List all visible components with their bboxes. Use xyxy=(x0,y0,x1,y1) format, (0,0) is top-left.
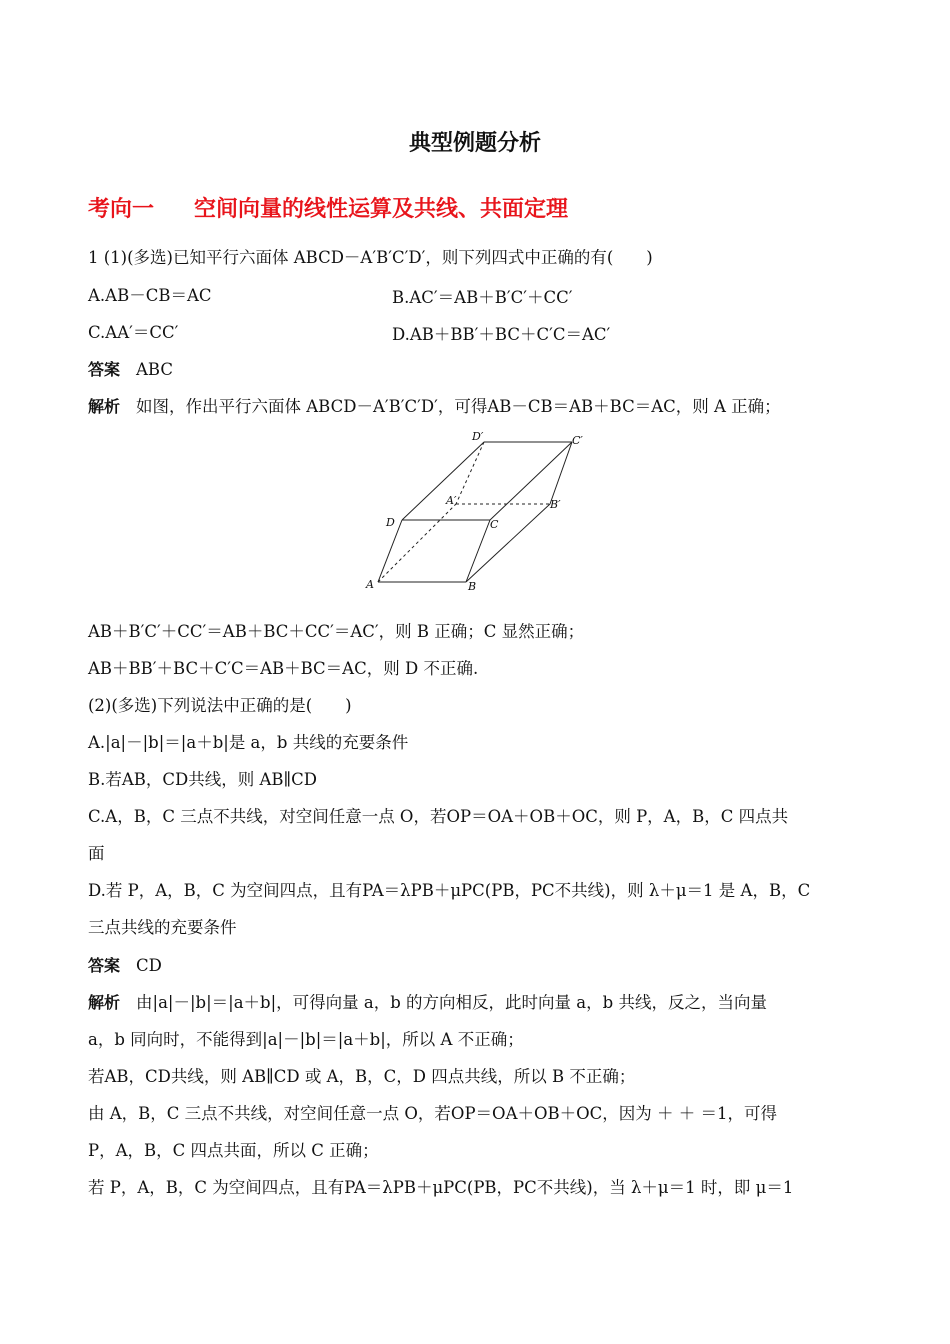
q1-option-b: B.AC′＝AB＋B′C′＋CC′ xyxy=(392,288,573,307)
vertex-c: C xyxy=(490,518,499,531)
answer-label: 答案 xyxy=(88,360,121,379)
q2-option-a: A.|a|－|b|＝|a＋b|是 a，b 共线的充要条件 xyxy=(88,733,409,752)
vertex-c1: C′ xyxy=(572,434,583,447)
q2-analysis-4: 由 A，B，C 三点不共线，对空间任意一点 O，若OP＝OA＋OB＋OC，因为 ＋ ＋ ＝1，可得 xyxy=(88,1104,778,1123)
q1-stem: 1 (1)(多选)已知平行六面体 ABCD－A′B′C′D′，则下列四式中正确的有( ) xyxy=(88,248,653,267)
q1-answer: ABC xyxy=(136,360,173,379)
parallelepiped-figure xyxy=(360,428,600,596)
edge-d1a1 xyxy=(456,442,484,504)
q2-analysis-3: 若AB，CD共线，则 AB∥CD 或 A，B，C，D 四点共线，所以 B 不正确； xyxy=(88,1067,636,1086)
q1-analysis-1: 如图，作出平行六面体 ABCD－A′B′C′D′，可得AB－CB＝AB＋BC＝AC，则 A 正确； xyxy=(136,397,781,416)
q2-analysis-1: 由|a|－|b|＝|a＋b|，可得向量 a，b 的方向相反，此时向量 a，b 共线，反之，当向量 xyxy=(136,993,767,1012)
q2-option-d-line1: D.若 P，A，B，C 为空间四点，且有PA＝λPB＋μPC(PB，PC不共线)，则 λ＋μ＝1 是 A，B，C xyxy=(88,881,811,900)
q2-analysis-5: P，A，B，C 四点共面，所以 C 正确； xyxy=(88,1141,379,1160)
q2-analysis-row xyxy=(88,991,864,1015)
q2-option-c-line1: C.A，B，C 三点不共线，对空间任意一点 O，若OP＝OA＋OB＋OC，则 P，A，B，C 四点共 xyxy=(88,807,789,826)
q1-analysis-2: AB＋B′C′＋CC′＝AB＋BC＋CC′＝AC′，则 B 正确；C 显然正确； xyxy=(88,622,585,641)
q2-option-c-line2: 面 xyxy=(88,844,105,863)
vertex-a1: A′ xyxy=(446,494,457,507)
edge-da xyxy=(378,520,402,582)
vertex-b1: B′ xyxy=(550,498,561,511)
vertex-b: B xyxy=(468,580,477,593)
section-text: 空间向量的线性运算及共线、共面定理 xyxy=(194,197,569,222)
edge-bb1 xyxy=(466,504,550,582)
q2-option-b: B.若AB，CD共线，则 AB∥CD xyxy=(88,770,318,789)
vertex-a: A xyxy=(366,578,374,591)
q2-option-d-line2: 三点共线的充要条件 xyxy=(88,918,237,937)
q1-answer-row xyxy=(88,358,864,382)
q1-option-a: A.AB－CB＝AC xyxy=(88,286,212,305)
edge-bc xyxy=(466,520,490,582)
q1-option-c: C.AA′＝CC′ xyxy=(88,323,179,342)
q1-option-d: D.AB＋BB′＋BC＋C′C＝AC′ xyxy=(392,325,611,344)
q2-stem: (2)(多选)下列说法中正确的是( ) xyxy=(88,696,352,715)
q1-analysis-row xyxy=(88,395,864,419)
section-heading xyxy=(88,192,568,223)
q2-analysis-2: a，b 同向时，不能得到|a|－|b|＝|a＋b|，所以 A 不正确； xyxy=(88,1030,524,1049)
q2-answer: CD xyxy=(136,956,162,975)
answer-label: 答案 xyxy=(88,956,121,975)
q2-answer-row xyxy=(88,954,864,978)
edge-dd1 xyxy=(402,442,484,520)
q2-analysis-6: 若 P，A，B，C 为空间四点，且有PA＝λPB＋μPC(PB，PC不共线)，当 λ＋μ＝1 时，即 μ＝1 xyxy=(88,1178,794,1197)
page-title: 典型例题分析 xyxy=(408,131,541,156)
vertex-d1: D′ xyxy=(472,430,484,443)
edge-b1c1 xyxy=(550,442,572,504)
analysis-label: 解析 xyxy=(88,397,121,416)
q1-analysis-3: AB＋BB′＋BC＋C′C＝AB＋BC＝AC，则 D 不正确. xyxy=(88,659,479,678)
section-label: 考向一 xyxy=(88,197,155,222)
analysis-label: 解析 xyxy=(88,993,121,1012)
vertex-d: D xyxy=(386,516,395,529)
